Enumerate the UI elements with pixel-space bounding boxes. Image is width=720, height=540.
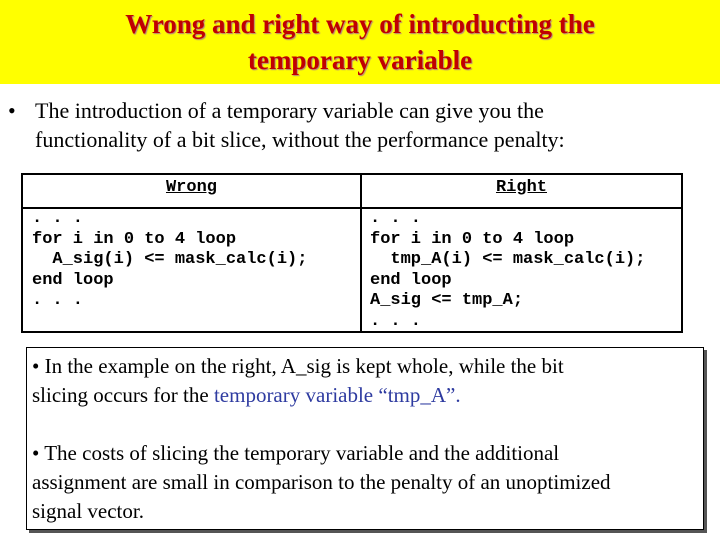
header-right: Right	[495, 178, 547, 197]
right-code-line: for i in 0 to 4 loop	[370, 229, 575, 249]
code-comparison-table	[21, 173, 683, 333]
note-costs-line-3: signal vector.	[32, 499, 144, 523]
right-code-block	[370, 209, 645, 332]
wrong-code-block	[32, 209, 307, 312]
wrong-code-line: . . .	[32, 209, 84, 228]
title-line-1: Wrong and right way of introducting the	[125, 9, 595, 39]
note-example-line-1: • In the example on the right, A_sig is kept whole, while the bit	[32, 354, 564, 378]
notes-box	[26, 347, 704, 530]
bullet-marker: •	[8, 98, 16, 123]
slide-title	[0, 6, 720, 78]
note-costs-line-2: assignment are small in comparison to the penalty of an unoptimized	[32, 470, 611, 494]
right-code-line: . . .	[370, 311, 422, 331]
right-code-line: tmp_A(i) <= mask_calc(i);	[370, 250, 646, 269]
intro-bullet-text	[35, 96, 675, 154]
header-wrong: Wrong	[165, 178, 217, 197]
right-code-line: end loop	[370, 270, 452, 290]
wrong-code-line: for i in 0 to 4 loop	[32, 229, 237, 249]
wrong-code-line: A_sig(i) <= mask_calc(i);	[32, 250, 308, 269]
note-costs	[32, 439, 700, 526]
note-example	[32, 352, 700, 410]
note-example-line-2-text: slicing occurs for the	[32, 383, 214, 407]
intro-line-2: functionality of a bit slice, without the performance penalty:	[35, 127, 565, 152]
right-code-line: A_sig <= tmp_A;	[370, 291, 524, 310]
right-code-line: . . .	[370, 209, 422, 228]
note-costs-line-1: • The costs of slicing the temporary variable and the additional	[32, 441, 560, 465]
wrong-code-line: . . .	[32, 291, 84, 310]
wrong-code-line: end loop	[32, 270, 114, 290]
temporary-variable-highlight: temporary variable “tmp_A”.	[213, 383, 461, 407]
title-line-2: temporary variable	[247, 45, 473, 75]
note-example-line-2	[32, 381, 700, 410]
intro-line-1: The introduction of a temporary variable can give you the	[35, 98, 544, 123]
